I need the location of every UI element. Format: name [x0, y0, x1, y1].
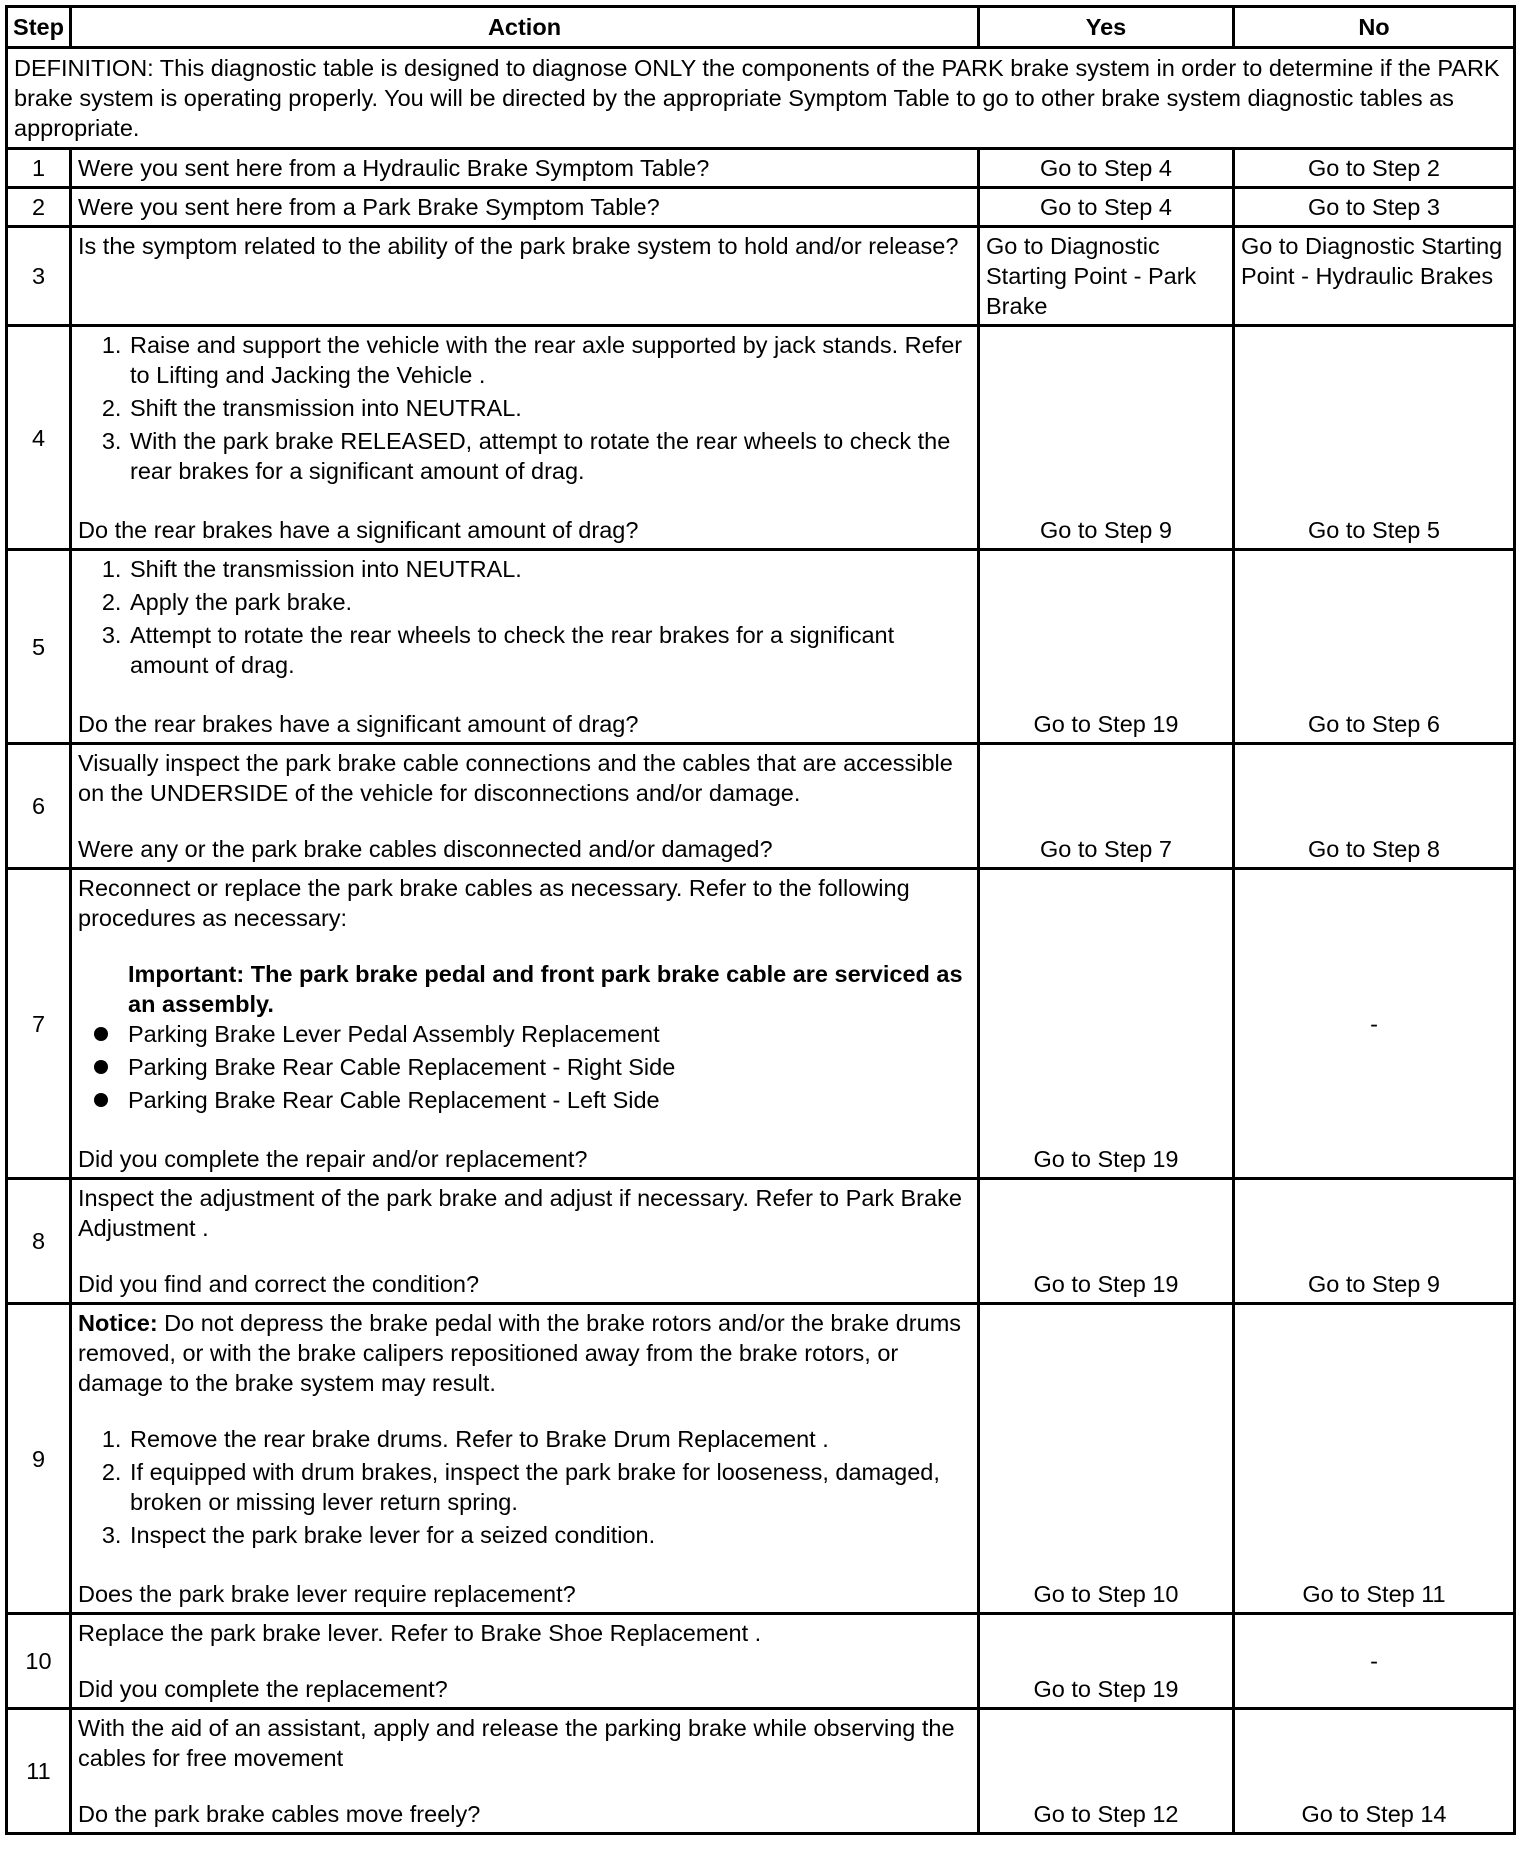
action-cell [71, 326, 979, 550]
table-row [7, 744, 1515, 869]
notice-label: Notice: [78, 1310, 158, 1336]
step-number: 9 [7, 1304, 71, 1614]
bullet-icon [94, 1060, 108, 1074]
definition-text: DEFINITION: This diagnostic table is designed to diagnose ONLY the components of the PARK brake system in order to determine if the PARK brake system is operating properly. You will be directed by the appropriate Symptom Table to go to other brake system diagnostic tables as appropriate. [7, 48, 1515, 149]
procedure-item: 1. Shift the transmission into NEUTRAL. [128, 554, 971, 584]
procedure-list [78, 1424, 971, 1550]
step-number: 11 [7, 1709, 71, 1834]
bullet-icon [94, 1027, 108, 1041]
action-cell [71, 1709, 979, 1834]
bullet-item [128, 1019, 971, 1049]
yes-result: Go to Step 4 [979, 188, 1234, 227]
header-action: Action [71, 7, 979, 48]
action-question: Did you find and correct the condition? [78, 1271, 480, 1297]
diagnostic-table-container [5, 5, 1513, 1835]
bullet-item [128, 1085, 971, 1115]
bullet-icon [94, 1093, 108, 1107]
no-result: Go to Step 11 [1234, 1304, 1515, 1614]
action-cell [71, 1179, 979, 1304]
yes-result: Go to Step 7 [979, 744, 1234, 869]
no-result: Go to Step 2 [1234, 149, 1515, 188]
action-question: Were any or the park brake cables disconnected and/or damaged? [78, 836, 773, 862]
definition-row [7, 48, 1515, 149]
action-question: Is the symptom related to the ability of the park brake system to hold and/or release? [71, 227, 979, 326]
bullet-label: Parking Brake Rear Cable Replacement - Right Side [128, 1054, 676, 1080]
notice-text [78, 1308, 971, 1398]
procedure-item: 2. If equipped with drum brakes, inspect the park brake for looseness, damaged, broken or missing lever return spring. [128, 1457, 971, 1517]
action-cell [71, 1304, 979, 1614]
no-result: Go to Step 8 [1234, 744, 1515, 869]
step-number: 8 [7, 1179, 71, 1304]
action-question: Does the park brake lever require replacement? [78, 1581, 576, 1607]
table-row [7, 227, 1515, 326]
procedure-list [78, 330, 971, 486]
procedure-bullets [78, 1019, 971, 1115]
yes-result: Go to Step 4 [979, 149, 1234, 188]
action-cell [71, 869, 979, 1179]
action-text: With the aid of an assistant, apply and release the parking brake while observing the cables for free movement [78, 1715, 955, 1771]
table-row [7, 1709, 1515, 1834]
action-question: Do the rear brakes have a significant amount of drag? [78, 711, 639, 737]
yes-result: Go to Step 19 [979, 869, 1234, 1179]
yes-result: Go to Step 9 [979, 326, 1234, 550]
bullet-label: Parking Brake Lever Pedal Assembly Replacement [128, 1021, 660, 1047]
step-number: 4 [7, 326, 71, 550]
diagnostic-table [5, 5, 1516, 1835]
action-cell [71, 1614, 979, 1709]
no-result: Go to Diagnostic Starting Point - Hydraulic Brakes [1234, 227, 1515, 326]
no-result: Go to Step 5 [1234, 326, 1515, 550]
action-question: Do the rear brakes have a significant amount of drag? [78, 517, 639, 543]
action-question: Do the park brake cables move freely? [78, 1801, 481, 1827]
action-text: Inspect the adjustment of the park brake and adjust if necessary. Refer to Park Brake Adjustment . [78, 1185, 962, 1241]
step-number: 10 [7, 1614, 71, 1709]
no-result: Go to Step 6 [1234, 550, 1515, 744]
step-number: 2 [7, 188, 71, 227]
header-row [7, 7, 1515, 48]
yes-result: Go to Step 12 [979, 1709, 1234, 1834]
no-result: Go to Step 3 [1234, 188, 1515, 227]
action-question: Did you complete the replacement? [78, 1676, 448, 1702]
step-number: 5 [7, 550, 71, 744]
table-row [7, 869, 1515, 1179]
action-text: Reconnect or replace the park brake cables as necessary. Refer to the following procedures as necessary: [78, 875, 910, 931]
table-row [7, 550, 1515, 744]
action-question: Were you sent here from a Park Brake Symptom Table? [71, 188, 979, 227]
procedure-item: 3. Inspect the park brake lever for a seized condition. [128, 1520, 971, 1550]
header-no: No [1234, 7, 1515, 48]
action-text: Replace the park brake lever. Refer to Brake Shoe Replacement . [78, 1620, 762, 1646]
no-result: Go to Step 9 [1234, 1179, 1515, 1304]
procedure-item: 2. Apply the park brake. [128, 587, 971, 617]
table-row [7, 188, 1515, 227]
procedure-item: 3. Attempt to rotate the rear wheels to check the rear brakes for a significant amount of drag. [128, 620, 971, 680]
important-note: Important: The park brake pedal and front park brake cable are serviced as an assembly. [128, 961, 963, 1017]
procedure-item: 2. Shift the transmission into NEUTRAL. [128, 393, 971, 423]
no-result: - [1234, 869, 1515, 1179]
action-question: Were you sent here from a Hydraulic Brake Symptom Table? [71, 149, 979, 188]
action-cell [71, 550, 979, 744]
yes-result: Go to Step 19 [979, 1614, 1234, 1709]
action-text: Visually inspect the park brake cable connections and the cables that are accessible on the UNDERSIDE of the vehicle for disconnections and/or damage. [78, 750, 953, 806]
table-row [7, 149, 1515, 188]
procedure-item: 1. Remove the rear brake drums. Refer to Brake Drum Replacement . [128, 1424, 971, 1454]
bullet-label: Parking Brake Rear Cable Replacement - Left Side [128, 1087, 660, 1113]
step-number: 7 [7, 869, 71, 1179]
table-row [7, 1614, 1515, 1709]
step-number: 3 [7, 227, 71, 326]
table-row [7, 326, 1515, 550]
no-result: Go to Step 14 [1234, 1709, 1515, 1834]
no-result: - [1234, 1614, 1515, 1709]
table-row [7, 1179, 1515, 1304]
procedure-item: 1. Raise and support the vehicle with the rear axle supported by jack stands. Refer to Lifting and Jacking the Vehicle . [128, 330, 971, 390]
yes-result: Go to Step 19 [979, 550, 1234, 744]
procedure-item: 3. With the park brake RELEASED, attempt to rotate the rear wheels to check the rear brakes for a significant amount of drag. [128, 426, 971, 486]
table-row [7, 1304, 1515, 1614]
step-number: 6 [7, 744, 71, 869]
action-question: Did you complete the repair and/or replacement? [78, 1146, 588, 1172]
header-yes: Yes [979, 7, 1234, 48]
header-step: Step [7, 7, 71, 48]
yes-result: Go to Diagnostic Starting Point - Park Brake [979, 227, 1234, 326]
notice-body: Do not depress the brake pedal with the brake rotors and/or the brake drums removed, or with the brake calipers repositioned away from the brake rotors, or damage to the brake system may result. [78, 1310, 962, 1396]
yes-result: Go to Step 10 [979, 1304, 1234, 1614]
action-cell [71, 744, 979, 869]
bullet-item [128, 1052, 971, 1082]
step-number: 1 [7, 149, 71, 188]
procedure-list [78, 554, 971, 680]
yes-result: Go to Step 19 [979, 1179, 1234, 1304]
